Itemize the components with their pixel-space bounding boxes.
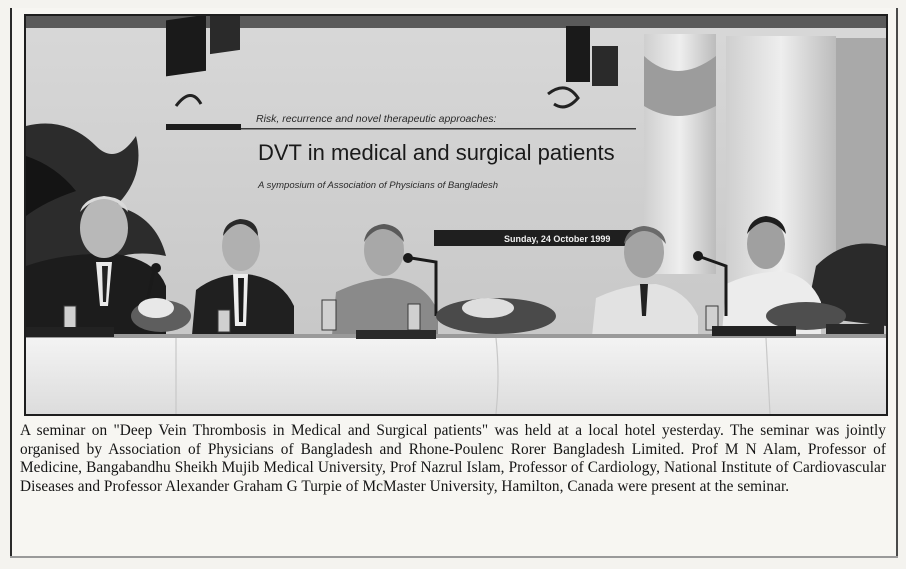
photo-caption [20,422,886,496]
newspaper-clipping [10,8,898,556]
banner-tagline: A symposium of Association of Physicians of Bangladesh [258,180,499,191]
banner-bar-left [166,124,241,130]
seminar-photo-illustration [26,16,886,414]
banner-title: DVT in medical and surgical patients [258,140,615,165]
news-photo [24,14,888,416]
banner-rule [241,128,636,130]
banner-subtitle: Risk, recurrence and novel therapeutic approaches: [256,113,497,125]
bottom-rule [10,556,898,558]
head-table [26,336,886,414]
caption-text: A seminar on "Deep Vein Thrombosis in Medical and Surgical patients" was held at a local hotel yesterday. The seminar was jointly organised by Association of Physicians of Bangladesh and Rhone-Poulenc Rorer Bangladesh Limited. Prof M N Alam, Professor of Medicine, Bangabandhu Sheikh Mujib Medical University, Prof Nazrul Islam, Professor of Cardiology, National Institute of Cardiovascular Diseases and Professor Alexander Graham G Turpie of McMaster University, Hamilton, Canada were present at the seminar. [20,422,886,495]
banner-date: Sunday, 24 October 1999 [504,234,611,244]
